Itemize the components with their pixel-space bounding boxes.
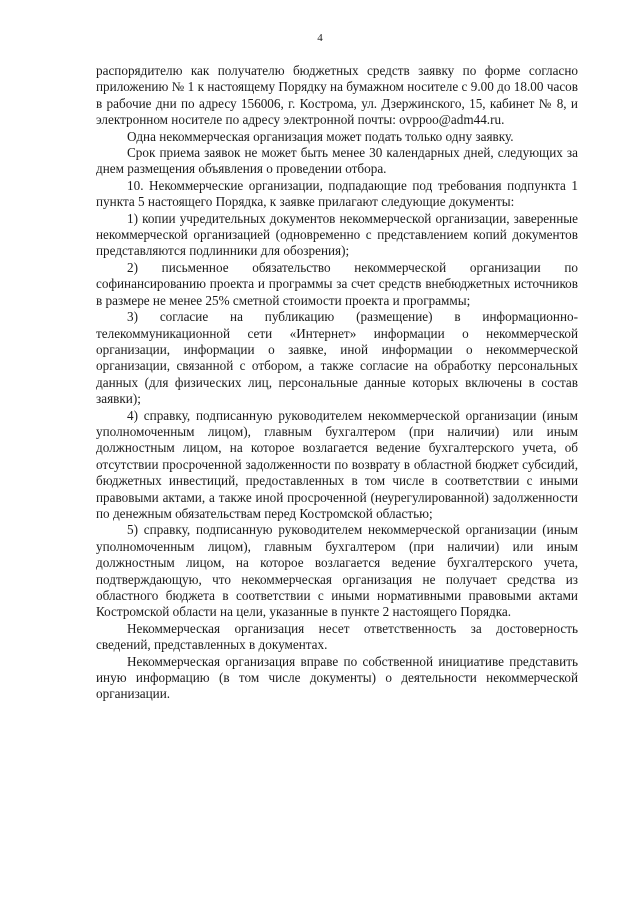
paragraph: Одна некоммерческая организация может подать только одну заявку. bbox=[127, 128, 514, 144]
paragraph: 10. Некоммерческие организации, подпадающие под требования подпункта 1 пункта 5 настоящего Порядка, к заявке прилагают следующие документы: bbox=[96, 177, 578, 210]
paragraph: Некоммерческая организация несет ответственность за достоверность сведений, представленных в документах. bbox=[96, 620, 578, 653]
document-body bbox=[96, 63, 578, 703]
paragraph: 4) справку, подписанную руководителем некоммерческой организации (иным уполномоченным лицом), главным бухгалтером (при наличии) или иным должностным лицом, на которое возлагается ведение бухгалтерского учета, об отсутствии просроченной задолженности по возврату в областной бюджет субсидий, бюджетных инвестиций, предоставленных в том числе в соответствии с иными правовыми актами, а также иной просроченной (неурегулированной) задолженности по денежным обязательствам перед Костромской областью; bbox=[96, 407, 578, 521]
paragraph: Срок приема заявок не может быть менее 30 календарных дней, следующих за днем размещения объявления о проведении отбора. bbox=[96, 145, 578, 177]
paragraph: 1) копии учредительных документов некоммерческой организации, заверенные некоммерческой организацией (одновременно с представлением копий документов представляются подлинники для обозрения); bbox=[96, 210, 578, 259]
paragraph: распорядителю как получателю бюджетных средств заявку по форме согласно приложению № 1 к настоящему Порядку на бумажном носителе с 9.00 до 18.00 часов в рабочие дни по адресу 156006, г. Кострома, ул. Дзержинского, 15, кабинет № 8, и электронном носителе по адресу электронной почты: ovppoo@adm44.ru. bbox=[96, 63, 578, 128]
page-number: 4 bbox=[317, 32, 323, 44]
paragraph: 5) справку, подписанную руководителем некоммерческой организации (иным уполномоченным лицом), главным бухгалтером (при наличии) или иным должностным лицом, на которое возлагается ведение бухгалтерского учета, подтверждающую, что некоммерческая организация не получает средства из областного бюджета в соответствии с иными нормативными правовыми актами Костромской области на цели, указанные в пункте 2 настоящего Порядка. bbox=[96, 522, 578, 620]
paragraph: 3) согласие на публикацию (размещение) в информационно-телекоммуникационной сети «Интернет» информации о некоммерческой организации, информации о заявке, иной информации о некоммерческой организации, связанной с отбором, а также согласие на обработку персональных данных (для физических лиц, персональные данные которых включены в состав заявки); bbox=[96, 309, 578, 407]
paragraph: 2) письменное обязательство некоммерческой организации по софинансированию проекта и программы за счет средств внебюджетных источников в размере не менее 25% сметной стоимости проекта и программы; bbox=[96, 259, 578, 308]
paragraph: Некоммерческая организация вправе по собственной инициативе представить иную информацию (в том числе документы) о деятельности некоммерческой организации. bbox=[96, 653, 578, 702]
